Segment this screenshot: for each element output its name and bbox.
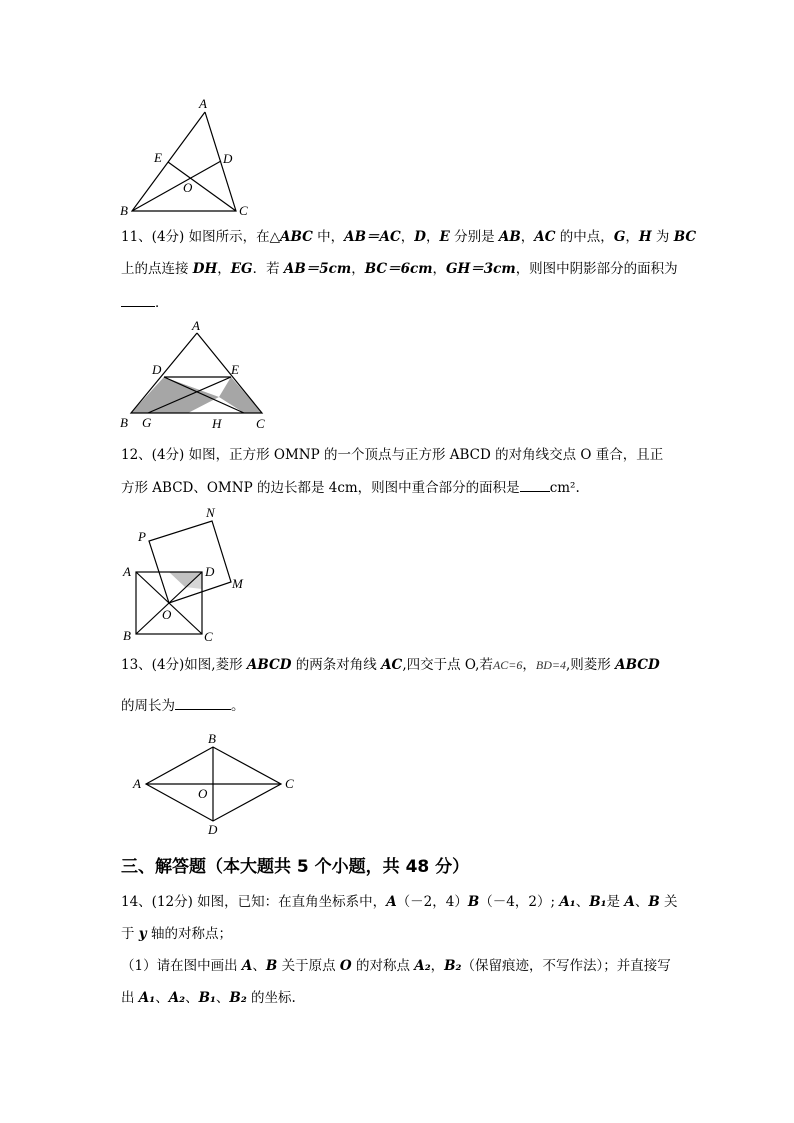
label-a: A: [199, 96, 207, 111]
q12-line2: 方形 ABCD、OMNP 的边长都是 4cm，则图中重合部分的面积是 cm².: [121, 477, 580, 498]
label-b: B: [120, 203, 128, 218]
label-g: G: [142, 415, 152, 430]
label-e: E: [154, 150, 162, 165]
label-a: A: [133, 776, 141, 791]
q14-line4: 出 A₁、A₂、B₁、B₂ 的坐标.: [121, 990, 296, 1006]
q14-line3: （1）请在图中画出 A、B 关于原点 O 的对称点 A₂，B₂（保留痕迹，不写作法）；并直接写: [121, 958, 671, 974]
label-p: P: [138, 529, 146, 544]
label-d: D: [223, 151, 233, 166]
label-b: B: [120, 415, 128, 430]
label-d: D: [208, 822, 218, 837]
label-m: M: [232, 576, 243, 591]
q11-line3: ．: [121, 292, 169, 313]
label-c: C: [285, 776, 294, 791]
label-o: O: [198, 786, 208, 801]
label-d: D: [152, 362, 162, 377]
q11-line1: 11、(4分) 如图所示，在△ABC 中，AB＝AC，D，E 分别是 AB，AC 的中点，G，H 为 BC: [121, 229, 697, 245]
label-c: C: [204, 629, 213, 644]
label-c: C: [239, 203, 248, 218]
section-heading: 三、解答题（本大题共 5 个小题，共 48 分）: [121, 857, 470, 877]
label-a: A: [192, 318, 200, 333]
q12-line1: 12、(4分) 如图，正方形 OMNP 的一个顶点与正方形 ABCD 的对角线交点 O 重合，且正: [121, 447, 664, 463]
label-d: D: [205, 564, 215, 579]
q13-line2: 的周长为 。: [121, 695, 245, 716]
q14-line1: 14、(12分) 如图，已知：在直角坐标系中，A（－2，4）B（－4，2）; A₁、B₁是 A、B 关: [121, 894, 678, 910]
label-b: B: [208, 731, 216, 746]
label-b: B: [123, 628, 131, 643]
q13-line1: 13、(4分)如图,菱形 ABCD 的两条对角线 AC,四交于点 O,若AC=6，BD=4,则菱形 ABCD: [121, 657, 660, 673]
label-o: O: [162, 607, 172, 622]
label-e: E: [231, 362, 239, 377]
label-c: C: [256, 416, 265, 431]
label-h: H: [212, 416, 222, 431]
label-a: A: [123, 564, 131, 579]
label-n: N: [206, 505, 215, 520]
label-o: O: [183, 180, 193, 195]
q11-line2: 上的点连接 DH，EG．若 AB＝5cm，BC＝6cm，GH＝3cm，则图中阴影部分的面积为: [121, 261, 678, 277]
q14-line2: 于 y 轴的对称点；: [121, 926, 232, 942]
